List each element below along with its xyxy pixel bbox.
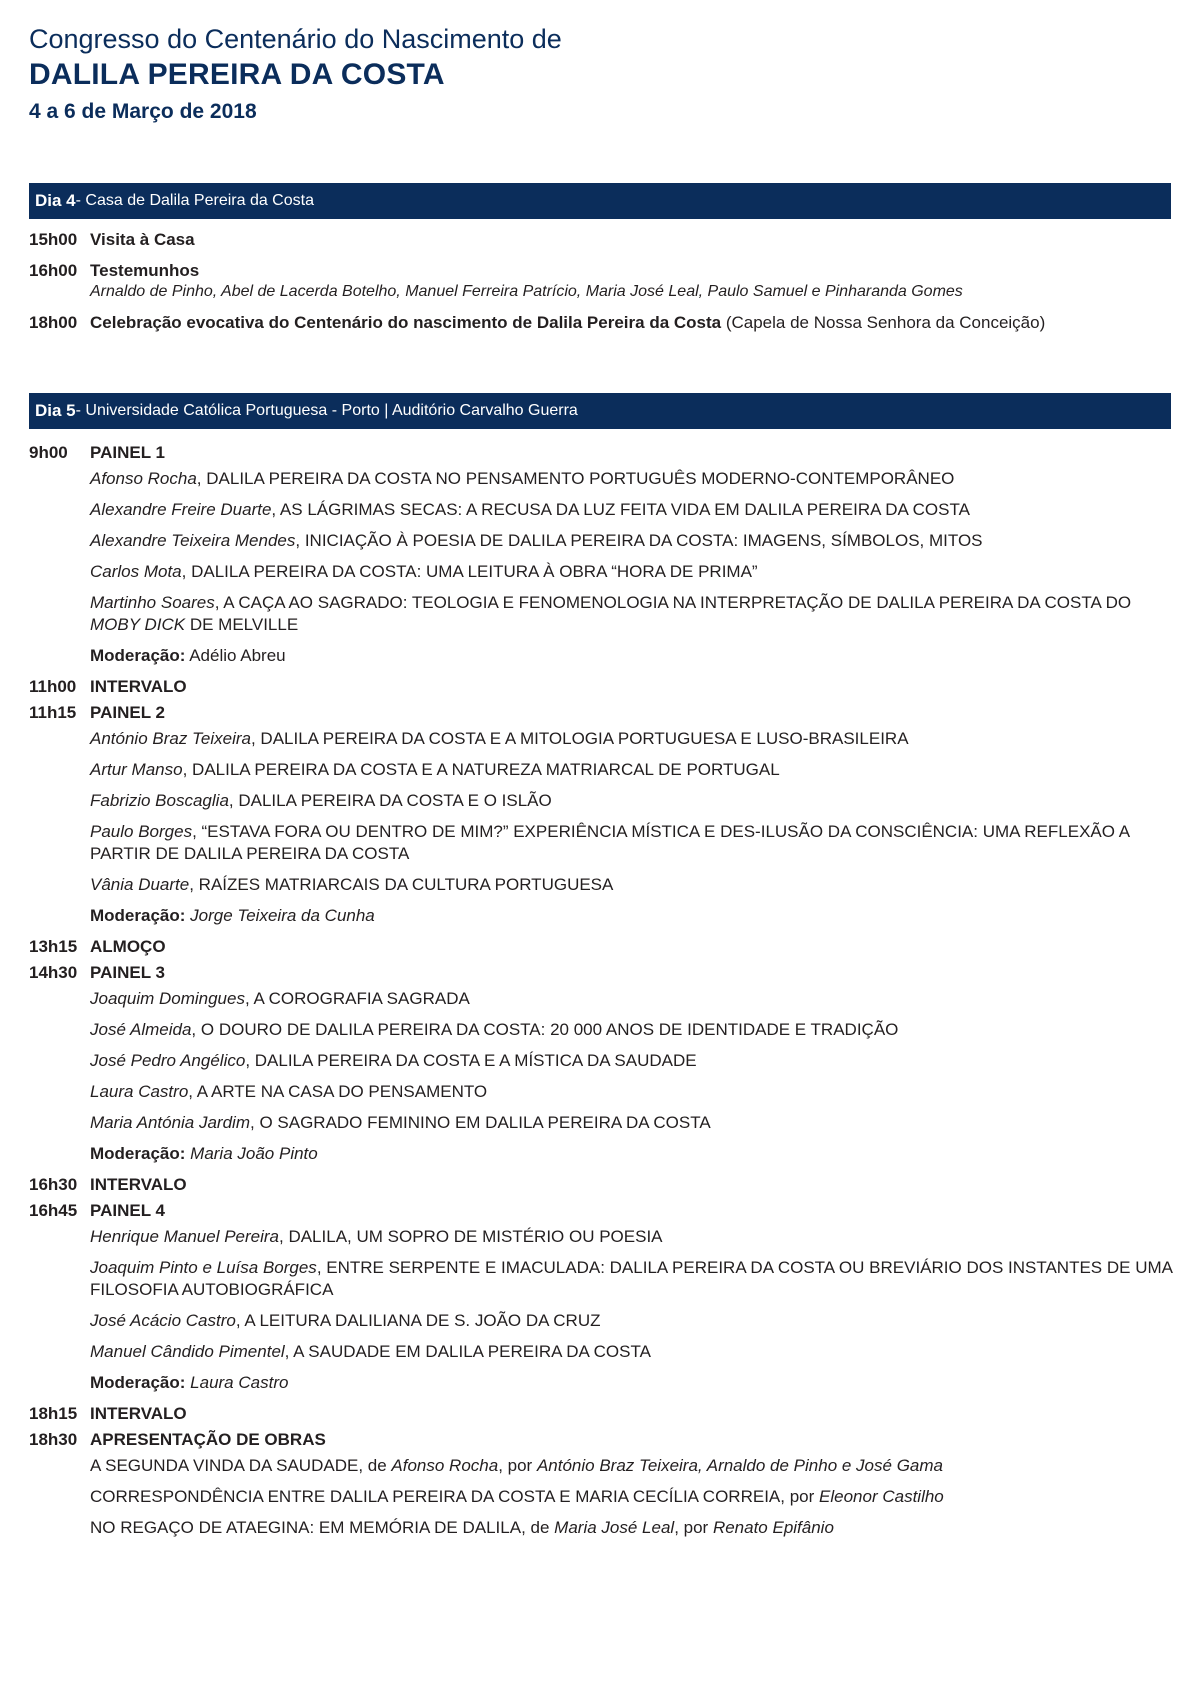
talk-title: , DALILA PEREIRA DA COSTA: UMA LEITURA À OBRA “HORA DE PRIMA” [181, 562, 758, 581]
talk-author: Paulo Borges [90, 822, 193, 841]
moderation-label: Moderação: [90, 646, 186, 665]
talk-title: , A COROGRAFIA SAGRADA [244, 989, 470, 1008]
talk-title: , DALILA PEREIRA DA COSTA NO PENSAMENTO PORTUGUÊS MODERNO-CONTEMPORÂNEO [196, 469, 955, 488]
book-por: , por [780, 1487, 820, 1506]
schedule-row [29, 702, 1179, 724]
moderation-label: Moderação: [90, 1373, 186, 1392]
talk [90, 874, 1179, 896]
talk-title: , AS LÁGRIMAS SECAS: A RECUSA DA LUZ FEITA VIDA EM DALILA PEREIRA DA COSTA [271, 500, 970, 519]
talk-title: , A ARTE NA CASA DO PENSAMENTO [188, 1082, 488, 1101]
talk [90, 821, 1179, 865]
book-presenters: António Braz Teixeira, Arnaldo de Pinho e José Gama [536, 1456, 943, 1475]
talk [90, 1310, 1179, 1332]
header-title: DALILA PEREIRA DA COSTA [29, 58, 445, 91]
talk-title: , ENTRE SERPENTE E IMACULADA: DALILA PEREIRA DA COSTA OU BREVIÁRIO DOS INSTANTES DE UMA FILOSOFIA AUTOBIOGRÁFICA [90, 1258, 1173, 1299]
item-title: INTERVALO [90, 677, 187, 696]
talk [90, 468, 1179, 490]
talk [90, 759, 1179, 781]
talk-author: Vânia Duarte [90, 875, 190, 894]
testimony-names: Arnaldo de Pinho, Abel de Lacerda Botelho, Manuel Ferreira Patrício, Maria José Leal, Paulo Samuel e Pinharanda Gomes [90, 283, 963, 300]
schedule-row [29, 676, 1179, 698]
time: 15h00 [29, 230, 78, 249]
time: 16h00 [29, 261, 78, 280]
item-title: ALMOÇO [90, 937, 166, 956]
day4-band [29, 183, 1171, 219]
schedule-row [29, 1174, 1179, 1196]
talk [90, 1341, 1179, 1363]
talk-title: , RAÍZES MATRIARCAIS DA CULTURA PORTUGUESA [189, 875, 614, 894]
header [29, 22, 562, 128]
panel-title: PAINEL 4 [90, 1201, 165, 1220]
talk-author: Fabrizio Boscaglia [90, 791, 229, 810]
book-de: , de [521, 1518, 555, 1537]
time: 18h15 [29, 1404, 78, 1423]
talk-author: Laura Castro [90, 1082, 189, 1101]
talk-author: Alexandre Teixeira Mendes [90, 531, 296, 550]
moderation [90, 1372, 1179, 1394]
talk-title-italic: MOBY DICK [90, 615, 186, 634]
item-title: Testemunhos [90, 261, 200, 280]
day4-schedule [29, 229, 1179, 343]
item-title: Celebração evocativa do Centenário do nascimento de Dalila Pereira da Costa [90, 313, 722, 332]
header-subtitle: Congresso do Centenário do Nascimento de [29, 24, 562, 54]
talk-author: Joaquim Pinto e Luísa Borges [90, 1258, 317, 1277]
item-title: Visita à Casa [90, 230, 195, 249]
moderation-label: Moderação: [90, 906, 186, 925]
day4-label: Dia 4 [35, 191, 76, 210]
moderator: Maria João Pinto [190, 1144, 318, 1163]
header-dates: 4 a 6 de Março de 2018 [29, 100, 257, 123]
book-presenters: Eleonor Castilho [819, 1487, 944, 1506]
book-por: , por [498, 1456, 537, 1475]
schedule-row [29, 1429, 1179, 1451]
time: 16h30 [29, 1175, 78, 1194]
talk [90, 592, 1179, 636]
talk-title: , DALILA PEREIRA DA COSTA E A NATUREZA MATRIARCAL DE PORTUGAL [182, 760, 780, 779]
schedule-row [29, 229, 1179, 251]
talk-title: , “ESTAVA FORA OU DENTRO DE MIM?” EXPERIÊNCIA MÍSTICA E DES-ILUSÃO DA CONSCIÊNCIA: UMA REFLEXÃO A PARTIR DE DALILA PEREIRA DA COSTA [90, 822, 1130, 863]
time: 14h30 [29, 963, 78, 982]
time: 11h15 [29, 703, 77, 722]
day5-band [29, 393, 1171, 429]
book-presenters: Renato Epifânio [712, 1518, 834, 1537]
day5-schedule [29, 442, 1179, 1548]
talk [90, 988, 1179, 1010]
talk-author: Afonso Rocha [90, 469, 197, 488]
talk [90, 499, 1179, 521]
talk [90, 1019, 1179, 1041]
panel-title: PAINEL 1 [90, 443, 165, 462]
talk-author: Manuel Cândido Pimentel [90, 1342, 285, 1361]
schedule-row [29, 1200, 1179, 1222]
book-author: Afonso Rocha [391, 1456, 499, 1475]
talk-author: Carlos Mota [90, 562, 182, 581]
talk [90, 1226, 1179, 1248]
talk [90, 1257, 1179, 1301]
moderation [90, 905, 1179, 927]
schedule-row [29, 442, 1179, 464]
talk-title: , A LEITURA DALILIANA DE S. JOÃO DA CRUZ [235, 1311, 601, 1330]
talk-title: , DALILA PEREIRA DA COSTA E A MÍSTICA DA SAUDADE [245, 1051, 697, 1070]
talk-title: , O SAGRADO FEMININO EM DALILA PEREIRA DA COSTA [250, 1113, 711, 1132]
talk-title: , DALILA PEREIRA DA COSTA E A MITOLOGIA PORTUGUESA E LUSO-BRASILEIRA [250, 729, 909, 748]
talk-title: , A SAUDADE EM DALILA PEREIRA DA COSTA [284, 1342, 651, 1361]
time: 16h45 [29, 1201, 78, 1220]
talk [90, 790, 1179, 812]
talk-title: , DALILA, UM SOPRO DE MISTÉRIO OU POESIA [279, 1227, 663, 1246]
item-location: (Capela de Nossa Senhora da Conceição) [721, 313, 1046, 332]
talk-author: Henrique Manuel Pereira [90, 1227, 279, 1246]
moderation-label: Moderação: [90, 1144, 186, 1163]
schedule-row [29, 312, 1179, 334]
time: 11h00 [29, 677, 77, 696]
talk [90, 561, 1179, 583]
day4-place: - Casa de Dalila Pereira da Costa [75, 192, 314, 209]
panel-title: PAINEL 3 [90, 963, 165, 982]
talk [90, 1112, 1179, 1134]
talk-author: José Almeida [90, 1020, 192, 1039]
book-title: CORRESPONDÊNCIA ENTRE DALILA PEREIRA DA COSTA E MARIA CECÍLIA CORREIA [90, 1487, 781, 1506]
moderation [90, 1143, 1179, 1165]
item-title: INTERVALO [90, 1175, 187, 1194]
book-title: A SEGUNDA VINDA DA SAUDADE [90, 1456, 359, 1475]
talk [90, 1050, 1179, 1072]
day5-label: Dia 5 [35, 401, 76, 420]
talk-title: , O DOURO DE DALILA PEREIRA DA COSTA: 20 000 ANOS DE IDENTIDADE E TRADIÇÃO [191, 1020, 899, 1039]
talk-author: José Pedro Angélico [90, 1051, 246, 1070]
talk-author: Martinho Soares [90, 593, 215, 612]
talk-author: José Acácio Castro [90, 1311, 236, 1330]
moderator: Adélio Abreu [189, 646, 286, 665]
item-title: APRESENTAÇÃO DE OBRAS [90, 1430, 326, 1449]
talk-author: António Braz Teixeira [90, 729, 251, 748]
book-presentation [90, 1455, 1179, 1477]
book-presentation [90, 1486, 1179, 1508]
moderation [90, 645, 1179, 667]
schedule-row [29, 936, 1179, 958]
time: 18h00 [29, 313, 78, 332]
book-title: NO REGAÇO DE ATAEGINA: EM MEMÓRIA DE DALILA [90, 1518, 522, 1537]
book-de: , de [358, 1456, 392, 1475]
talk-author: Alexandre Freire Duarte [90, 500, 272, 519]
moderator: Laura Castro [190, 1373, 289, 1392]
talk-title: , DALILA PEREIRA DA COSTA E O ISLÃO [228, 791, 552, 810]
book-author: Maria José Leal [554, 1518, 675, 1537]
talk-title-end: DE MELVILLE [185, 615, 299, 634]
talk-author: Joaquim Domingues [90, 989, 245, 1008]
talk-author: Maria Antónia Jardim [90, 1113, 250, 1132]
panel-title: PAINEL 2 [90, 703, 165, 722]
time: 18h30 [29, 1430, 78, 1449]
item-title: INTERVALO [90, 1404, 187, 1423]
moderator: Jorge Teixeira da Cunha [190, 906, 375, 925]
schedule-row [29, 260, 1179, 282]
talk-title: , INICIAÇÃO À POESIA DE DALILA PEREIRA DA COSTA: IMAGENS, SÍMBOLOS, MITOS [295, 531, 983, 550]
talk-author: Artur Manso [90, 760, 183, 779]
talk-title: , A CAÇA AO SAGRADO: TEOLOGIA E FENOMENOLOGIA NA INTERPRETAÇÃO DE DALILA PEREIRA DA COSTA DO [214, 593, 1132, 612]
book-presentation [90, 1517, 1179, 1539]
book-por: , por [674, 1518, 713, 1537]
time: 13h15 [29, 937, 78, 956]
day5-place: - Universidade Católica Portuguesa - Porto | Auditório Carvalho Guerra [75, 402, 578, 419]
talk [90, 530, 1179, 552]
talk [90, 1081, 1179, 1103]
time: 9h00 [29, 443, 68, 462]
schedule-row [29, 1403, 1179, 1425]
schedule-row [29, 962, 1179, 984]
talk [90, 728, 1179, 750]
